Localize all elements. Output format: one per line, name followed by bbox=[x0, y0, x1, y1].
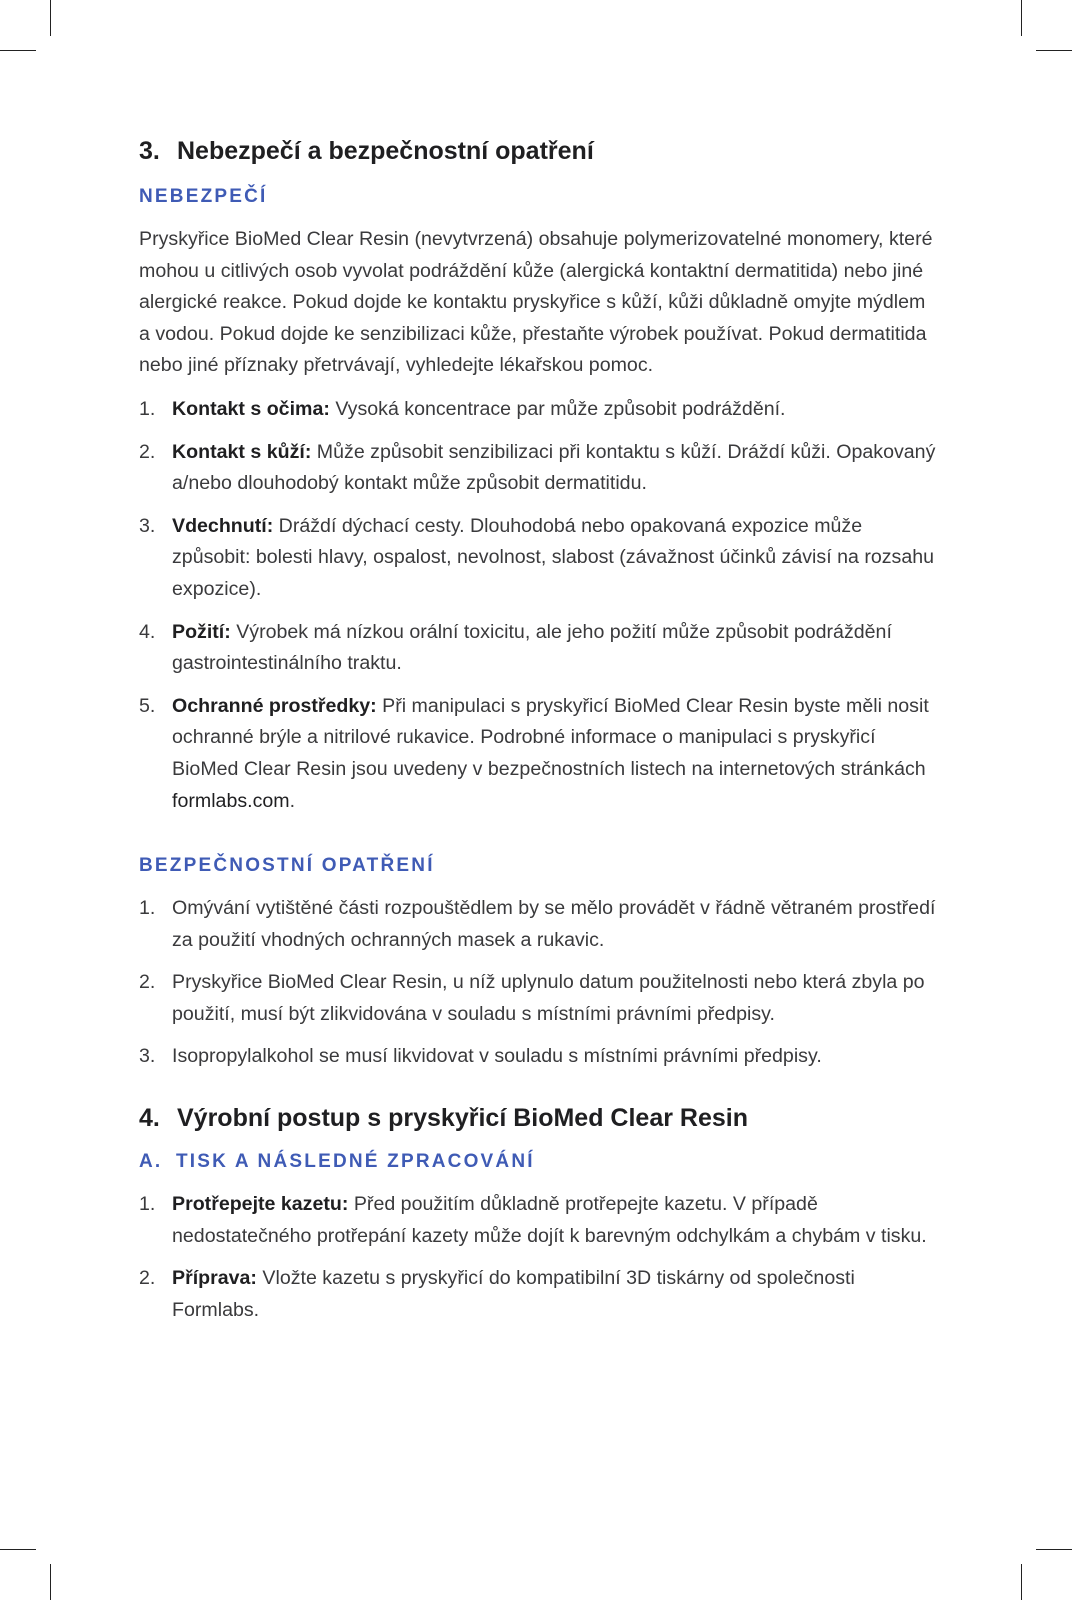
precautions-list bbox=[139, 893, 939, 1073]
list-item: 1. Protřepejte kazetu: Před použitím důkladně protřepejte kazetu. V případě nedostatečného protřepání kazety může dojít k barevným odchylkám a chybám v tisku. bbox=[139, 1193, 927, 1247]
list-item: 5. Ochranné prostředky: Při manipulaci s pryskyřicí BioMed Clear Resin byste měli nosit ochranné brýle a nitrilové rukavice. Podrobné informace o manipulaci s pryskyřicí BioMed Clear Resin jsou uvedeny v bezpečnostních listech na internetových stránkách formlabs.com. bbox=[139, 694, 929, 812]
crop-mark-top-left bbox=[0, 50, 36, 51]
crop-mark-bottom-left bbox=[0, 1549, 36, 1550]
crop-mark-bottom-left bbox=[50, 1564, 51, 1600]
hazards-heading: NEBEZPEČÍ bbox=[139, 186, 268, 207]
printing-list bbox=[139, 1189, 939, 1326]
crop-mark-top-right bbox=[1021, 0, 1022, 36]
crop-mark-bottom-right bbox=[1036, 1549, 1072, 1550]
hazards-list bbox=[139, 394, 939, 817]
list-item: 2. Pryskyřice BioMed Clear Resin, u níž uplynulo datum použitelnosti nebo která zbyla po použití, musí být zlikvidována v souladu s místními právními předpisy. bbox=[139, 971, 925, 1025]
crop-mark-bottom-right bbox=[1021, 1564, 1022, 1600]
list-item: 4. Požití: Výrobek má nízkou orální toxicitu, ale jeho požití může způsobit podráždění gastrointestinálního traktu. bbox=[139, 620, 892, 675]
list-item: 1. Kontakt s očima: Vysoká koncentrace par může způsobit podráždění. bbox=[139, 397, 786, 420]
crop-mark-top-left bbox=[50, 0, 51, 36]
precautions-heading: BEZPEČNOSTNÍ OPATŘENÍ bbox=[139, 855, 435, 877]
list-item: 1. Omývání vytištěné části rozpouštědlem by se mělo provádět v řádně větraném prostředí za použití vhodných ochranných masek a rukavic. bbox=[139, 897, 936, 951]
hazards-intro: Pryskyřice BioMed Clear Resin (nevytvrzená) obsahuje polymerizovatelné monomery, které mohou u citlivých osob vyvolat podráždění kůže (alergická kontaktní dermatitida) nebo jiné alergické reakce. Pokud dojde ke kontaktu pryskyřice s kůží, kůži důkladně omyjte mýdlem a vodou. Pokud dojde ke senzibilizaci kůže, přestaňte výrobek používat. Pokud dermatitida nebo jiné příznaky přetrvávají, vyhledejte lékařskou pomoc. bbox=[139, 228, 933, 377]
list-item: 3. Vdechnutí: Dráždí dýchací cesty. Dlouhodobá nebo opakovaná expozice může způsobit: bolesti hlavy, ospalost, nevolnost, slabost (závažnost účinků závisí na rozsahu expozice). bbox=[139, 514, 935, 600]
section-4-title: 4. Výrobní postup s pryskyřicí BioMed Clear Resin bbox=[139, 1104, 748, 1133]
list-item: 2. Kontakt s kůží: Může způsobit senzibilizaci při kontaktu s kůží. Dráždí kůži. Opakovaný a/nebo dlouhodobý kontakt může způsobit dermatitidu. bbox=[139, 440, 936, 495]
printing-heading: A. TISK A NÁSLEDNÉ ZPRACOVÁNÍ bbox=[139, 1151, 535, 1173]
crop-mark-top-right bbox=[1036, 50, 1072, 51]
page-content bbox=[139, 132, 939, 1326]
formlabs-link[interactable]: formlabs.com bbox=[172, 789, 290, 812]
list-item: 2. Příprava: Vložte kazetu s pryskyřicí do kompatibilní 3D tiskárny od společnosti Formlabs. bbox=[139, 1267, 855, 1321]
list-item: 3. Isopropylalkohol se musí likvidovat v souladu s místními právními předpisy. bbox=[139, 1045, 822, 1068]
section-3-title: 3. Nebezpečí a bezpečnostní opatření bbox=[139, 137, 594, 165]
